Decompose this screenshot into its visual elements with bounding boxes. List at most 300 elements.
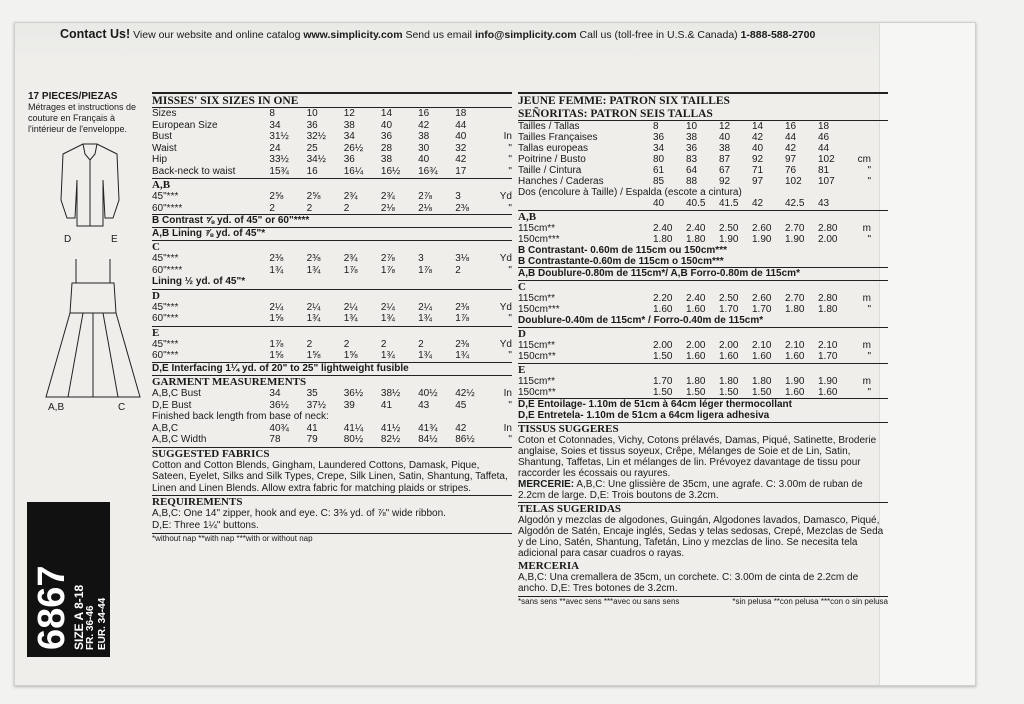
row-label: 45"*** bbox=[152, 301, 179, 313]
cell-value: 2.40 bbox=[686, 223, 706, 234]
cell-value: 42.5 bbox=[785, 198, 805, 209]
cell-value: 16½ bbox=[380, 165, 401, 177]
unit-label bbox=[492, 108, 512, 120]
view-d-label: D bbox=[64, 234, 72, 245]
cell-value: 34 bbox=[269, 119, 281, 131]
row-label: A,B,C bbox=[152, 422, 179, 434]
unit-label: Yd bbox=[499, 301, 512, 313]
cell-value: 35 bbox=[306, 388, 318, 399]
cell-value: 80 bbox=[653, 154, 665, 165]
cell-value: 1.90 bbox=[719, 234, 739, 245]
cell-value: 2¾ bbox=[343, 253, 358, 264]
cell-value: 1⅝ bbox=[343, 350, 358, 361]
cell-value: 1.70 bbox=[653, 376, 673, 387]
table-row bbox=[152, 350, 512, 362]
cell-value: 28 bbox=[380, 142, 393, 154]
cell-value: 42 bbox=[455, 422, 467, 434]
cell-value: 1.50 bbox=[686, 387, 706, 398]
cell-value: 1.70 bbox=[752, 304, 772, 315]
cell-value: 1¾ bbox=[418, 313, 432, 324]
cell-value: 1.60 bbox=[686, 304, 706, 315]
c-lining-line: Lining ½ yd. of 45"* bbox=[152, 276, 246, 287]
row-label: 60"**** bbox=[152, 202, 183, 214]
cell-value: 3⅛ bbox=[455, 253, 470, 264]
row-label: 60"*** bbox=[152, 350, 179, 361]
cell-value: 1.60 bbox=[719, 351, 739, 362]
cell-value: 36 bbox=[653, 132, 665, 143]
mercerie-label: MERCERIE: bbox=[518, 479, 575, 490]
row-label: European Size bbox=[152, 119, 218, 131]
cell-value: 2 bbox=[418, 338, 424, 350]
cell-value: 2.40 bbox=[653, 223, 673, 234]
table-row bbox=[152, 265, 512, 277]
table-row bbox=[152, 166, 512, 178]
unit-label: Yd bbox=[499, 338, 512, 350]
metric-ab-head: A,B bbox=[518, 211, 537, 223]
requirements-line-1: A,B,C: One 14" zipper, hook and eye. C: 3⅜ yd. of ⅞" wide ribbon. bbox=[152, 508, 446, 519]
row-label: Bust bbox=[152, 131, 173, 142]
unit-label: " bbox=[867, 176, 871, 187]
cell-value: 1⅞ bbox=[455, 313, 470, 324]
cell-value: 1¾ bbox=[380, 313, 395, 324]
ab-lining-line: A,B Lining ⅞ yd. of 45"* bbox=[152, 227, 512, 240]
cell-value: 41 bbox=[306, 422, 318, 434]
unit-label: " bbox=[508, 202, 512, 214]
row-label: Taille / Cintura bbox=[518, 165, 582, 176]
cell-value: 1⅝ bbox=[306, 350, 321, 361]
unit-label: " bbox=[508, 165, 512, 177]
metric-ab-table bbox=[518, 223, 888, 245]
cell-value: 2.10 bbox=[818, 340, 838, 351]
eur-size-range: EUR. 34-44 bbox=[97, 597, 108, 650]
table-row bbox=[518, 176, 888, 187]
cell-value: 42 bbox=[455, 154, 467, 165]
row-label: Back-neck to waist bbox=[152, 165, 236, 177]
row-label: Tailles / Tallas bbox=[518, 121, 580, 132]
view-ab-label: A,B bbox=[48, 402, 65, 413]
cell-value: 82½ bbox=[380, 434, 401, 445]
cell-value: 2¼ bbox=[269, 301, 284, 313]
cell-value: 25 bbox=[306, 142, 318, 154]
contact-text-email: Send us email bbox=[405, 29, 473, 41]
cell-value: 26½ bbox=[343, 142, 364, 154]
cell-value: 1.80 bbox=[653, 234, 673, 245]
cell-value: 2 bbox=[306, 202, 313, 214]
cell-value: 3 bbox=[455, 191, 461, 202]
cell-value: 46 bbox=[818, 132, 830, 143]
unit-label: " bbox=[508, 142, 512, 154]
email-link[interactable]: info@simplicity.com bbox=[474, 29, 577, 41]
unit-label: m bbox=[862, 376, 871, 387]
cell-value: 1.90 bbox=[818, 376, 838, 387]
row-label: 45"*** bbox=[152, 338, 179, 350]
table-row bbox=[518, 132, 888, 143]
row-label: A,B,C Bust bbox=[152, 388, 201, 399]
unit-label: " bbox=[867, 165, 871, 176]
cell-value: 2⅜ bbox=[269, 253, 284, 264]
cell-value: 2¼ bbox=[306, 301, 321, 313]
table-row bbox=[152, 108, 512, 120]
jeune-femme-header: JEUNE FEMME: PATRON SIX TAILLES bbox=[518, 92, 888, 107]
table-row bbox=[518, 223, 888, 234]
cell-value: 97 bbox=[785, 154, 797, 165]
cell-value: 2.70 bbox=[785, 223, 805, 234]
metric-e-head: E bbox=[518, 363, 888, 376]
row-label: 45"*** bbox=[152, 253, 179, 264]
tissus-head: TISSUS SUGGERES bbox=[518, 422, 888, 435]
cell-value: 36 bbox=[343, 154, 355, 165]
cell-value: 1.50 bbox=[719, 387, 739, 398]
row-label: 150cm*** bbox=[518, 304, 560, 315]
view-c-label: C bbox=[118, 402, 126, 413]
cell-value: 86½ bbox=[455, 434, 475, 445]
interfacing-line: D,E Interfacing 1¼ yd. of 20" to 25" lightweight fusible bbox=[152, 362, 512, 375]
cell-value: 1.50 bbox=[653, 351, 673, 362]
table-row bbox=[152, 191, 512, 203]
unit-label: " bbox=[508, 399, 512, 411]
row-label: Waist bbox=[152, 142, 177, 154]
cell-value: 2¼ bbox=[418, 301, 432, 313]
cell-value: 17 bbox=[455, 165, 467, 177]
cell-value: 1⅝ bbox=[269, 350, 284, 361]
cell-value: 14 bbox=[752, 121, 764, 132]
table-row bbox=[152, 203, 512, 215]
cell-value: 32½ bbox=[306, 131, 327, 142]
cell-value: 2¼ bbox=[380, 301, 395, 313]
cell-value: 14 bbox=[380, 108, 393, 119]
phone-number: 1-888-588-2700 bbox=[740, 29, 816, 41]
cell-value: 2⅞ bbox=[380, 253, 395, 264]
row-label: Tailles Françaises bbox=[518, 132, 598, 143]
garment-bust-table bbox=[152, 388, 512, 411]
unit-label: In bbox=[503, 131, 512, 142]
cell-value: 34 bbox=[653, 143, 665, 154]
cell-value: 92 bbox=[752, 154, 764, 165]
cell-value: 2 bbox=[269, 202, 275, 214]
cell-value: 1.80 bbox=[686, 234, 706, 245]
row-label: 150cm** bbox=[518, 351, 556, 362]
cell-value: 43 bbox=[818, 198, 830, 209]
unit-label: In bbox=[503, 388, 512, 399]
cell-value: 42 bbox=[785, 143, 797, 154]
cell-value: 102 bbox=[818, 154, 835, 165]
unit-label: m bbox=[862, 223, 871, 234]
pieces-note: Métrages et instructions de couture en Français à l'intérieur de l'enveloppe. bbox=[28, 102, 137, 134]
contact-line bbox=[60, 27, 815, 41]
table-row bbox=[518, 154, 888, 165]
cell-value: 88 bbox=[686, 176, 698, 187]
table-row bbox=[518, 143, 888, 154]
cell-value: 2.20 bbox=[653, 293, 673, 304]
cell-value: 38 bbox=[686, 132, 698, 143]
table-row bbox=[152, 120, 512, 132]
dos-values bbox=[518, 198, 888, 209]
cell-value: 42 bbox=[752, 132, 764, 143]
cell-value: 2 bbox=[343, 338, 350, 350]
finished-back-length: Finished back length from base of neck: bbox=[152, 411, 329, 422]
contact-text-website: View our website and online catalog bbox=[133, 29, 301, 41]
table-row bbox=[152, 339, 512, 351]
c-head: C bbox=[152, 240, 512, 253]
pattern-number: 6867 bbox=[31, 565, 73, 650]
cell-value: 2.70 bbox=[785, 293, 805, 304]
cell-value: 2⅝ bbox=[306, 191, 321, 202]
row-label: 115cm** bbox=[518, 376, 556, 387]
unit-label: " bbox=[867, 234, 871, 245]
table-row bbox=[152, 302, 512, 314]
unit-label: " bbox=[867, 351, 871, 362]
row-label: 150cm** bbox=[518, 387, 556, 398]
e-yardage-table bbox=[152, 339, 512, 362]
table-row bbox=[518, 340, 888, 351]
cell-value: 2¼ bbox=[343, 301, 358, 313]
cell-value: 2⅜ bbox=[455, 301, 470, 313]
table-row bbox=[152, 131, 512, 143]
misses-yardage-column bbox=[152, 92, 512, 544]
cell-value: 34 bbox=[269, 388, 281, 399]
row-label: Tallas europeas bbox=[518, 143, 589, 154]
french-spanish-column bbox=[518, 92, 888, 607]
table-row bbox=[152, 434, 512, 446]
contact-text-phone: Call us (toll-free in U.S.& Canada) bbox=[579, 29, 738, 41]
cell-value: 1.60 bbox=[686, 351, 706, 362]
table-row bbox=[518, 304, 888, 315]
cell-value: 1.60 bbox=[785, 351, 805, 362]
cell-value: 38 bbox=[719, 143, 731, 154]
cell-value: 1⅞ bbox=[418, 264, 432, 276]
table-row bbox=[152, 253, 512, 265]
garment-measurements-head: GARMENT MEASUREMENTS bbox=[152, 375, 512, 388]
suggested-fabrics-head: SUGGESTED FABRICS bbox=[152, 447, 512, 460]
jacket-sketch-icon bbox=[45, 140, 135, 240]
cell-value: 1.90 bbox=[785, 234, 805, 245]
table-row bbox=[518, 387, 888, 398]
cell-value: 1¾ bbox=[380, 350, 395, 361]
cell-value: 44 bbox=[785, 132, 797, 143]
cell-value: 2⅜ bbox=[306, 253, 321, 264]
row-label bbox=[518, 198, 653, 209]
unit-label: m bbox=[862, 293, 871, 304]
cell-value: 40 bbox=[719, 132, 731, 143]
metric-ab-section bbox=[518, 210, 888, 223]
ab-doublure-line: A,B Doublure-0.80m de 115cm*/ A,B Forro-0.80m de 115cm* bbox=[518, 267, 888, 279]
cell-value: 2.50 bbox=[719, 223, 739, 234]
cell-value: 3 bbox=[418, 253, 424, 264]
cell-value: 2.00 bbox=[653, 340, 673, 351]
cell-value: 67 bbox=[719, 165, 731, 176]
cell-value: 76 bbox=[785, 165, 797, 176]
pattern-number-badge bbox=[27, 502, 110, 657]
cell-value: 40 bbox=[455, 131, 467, 142]
metric-d-table bbox=[518, 340, 888, 362]
cell-value: 1.50 bbox=[752, 387, 772, 398]
cell-value: 42 bbox=[752, 198, 764, 209]
table-row bbox=[152, 313, 512, 325]
cell-value: 79 bbox=[306, 434, 318, 445]
cell-value: 80½ bbox=[343, 434, 364, 445]
table-row bbox=[152, 154, 512, 166]
cell-value: 16¼ bbox=[343, 165, 364, 177]
cell-value: 12 bbox=[719, 121, 731, 132]
cell-value: 2.50 bbox=[719, 293, 739, 304]
cell-value: 64 bbox=[686, 165, 698, 176]
cell-value: 2.00 bbox=[686, 340, 706, 351]
table-row bbox=[518, 121, 888, 132]
cell-value: 40½ bbox=[418, 388, 438, 399]
cell-value: 2⅜ bbox=[455, 338, 470, 350]
cell-value: 1¾ bbox=[306, 313, 321, 324]
cell-value: 87 bbox=[719, 154, 731, 165]
table-row bbox=[152, 400, 512, 412]
cell-value: 38 bbox=[418, 131, 430, 142]
mercerie-text: A,B,C: Une glissière de 35cm, une agrafe. C: 3.00m de ruban de 2.2cm de large. D,E: Trois boutons de 3.2cm. bbox=[518, 479, 863, 501]
cell-value: 42 bbox=[418, 119, 430, 131]
cell-value: 2.40 bbox=[686, 293, 706, 304]
cell-value: 43 bbox=[418, 399, 430, 411]
cell-value: 40 bbox=[418, 154, 430, 165]
unit-label: " bbox=[508, 264, 512, 276]
requirements-head: REQUIREMENTS bbox=[152, 495, 512, 508]
cell-value: 38½ bbox=[380, 388, 401, 399]
cell-value: 2 bbox=[380, 338, 387, 350]
row-label: A,B,C Width bbox=[152, 434, 207, 445]
size-range: SIZE A 8-18 bbox=[72, 584, 86, 650]
e-head: E bbox=[152, 326, 512, 339]
row-label: 60"*** bbox=[152, 313, 179, 324]
cell-value: 24 bbox=[269, 142, 281, 154]
ab-yardage-table bbox=[152, 191, 512, 214]
cell-value: 36 bbox=[380, 131, 393, 142]
unit-label: " bbox=[508, 350, 512, 361]
cell-value: 16 bbox=[785, 121, 797, 132]
table-row bbox=[518, 351, 888, 362]
cell-value: 15¾ bbox=[269, 165, 289, 177]
cell-value: 2 bbox=[455, 264, 461, 276]
cell-value: 2¾ bbox=[380, 191, 395, 202]
unit-label bbox=[851, 132, 871, 143]
unit-label: " bbox=[867, 304, 871, 315]
cell-value: 41¾ bbox=[418, 422, 438, 434]
merceria-text: A,B,C: Una cremallera de 35cm, un corchete. C: 3.00m de cinta de 2.2cm de ancho. D,E: Tres botones de 3.2cm. bbox=[518, 572, 859, 594]
b-contrastante-line: B Contrastante-0.60m de 115cm o 150cm*** bbox=[518, 256, 724, 267]
cell-value: 41.5 bbox=[719, 198, 739, 209]
cell-value: 40 bbox=[752, 143, 764, 154]
cell-value: 1.90 bbox=[752, 234, 772, 245]
cell-value: 36 bbox=[306, 119, 318, 131]
cell-value: 41½ bbox=[380, 422, 401, 434]
misses-header: MISSES' SIX SIZES IN ONE bbox=[152, 92, 512, 108]
row-label: Poitrine / Busto bbox=[518, 154, 586, 165]
cell-value: 84½ bbox=[418, 434, 438, 445]
cell-value: 30 bbox=[418, 142, 430, 154]
cell-value: 2.10 bbox=[785, 340, 805, 351]
fr-size-range: FR. 36-46 bbox=[85, 605, 96, 650]
ab-head: A,B bbox=[152, 178, 512, 191]
cell-value: 40¾ bbox=[269, 422, 289, 434]
left-column bbox=[28, 91, 146, 135]
row-label: 45"*** bbox=[152, 191, 179, 202]
cell-value: 97 bbox=[752, 176, 764, 187]
cell-value: 34 bbox=[343, 131, 355, 142]
cell-value: 44 bbox=[818, 143, 830, 154]
tissus-text: Coton et Cotonnades, Vichy, Cotons prélavés, Damas, Piqué, Satinette, Broderie anglaise, Soies et tissus soyeux, Crêpe, Mélanges de Soie et de Lin, Satin, Shantung, Taffetas, Lin et mélanges de lin. Prévoyez davantage de tissu pour raccorder les écossais ou rayures. bbox=[518, 435, 877, 479]
cell-value: 12 bbox=[343, 108, 355, 119]
cell-value: 38 bbox=[343, 119, 355, 131]
row-label: D,E Bust bbox=[152, 399, 192, 411]
entretela-line: D,E Entretela- 1.10m de 51cm a 64cm ligera adhesiva bbox=[518, 410, 770, 421]
metric-c-table bbox=[518, 293, 888, 315]
cell-value: 107 bbox=[818, 176, 835, 187]
cell-value: 2¾ bbox=[343, 191, 358, 202]
unit-label: cm bbox=[857, 154, 871, 165]
requirements-line-2: D,E: Three 1¼" buttons. bbox=[152, 519, 259, 531]
cell-value: 1¾ bbox=[269, 264, 284, 276]
cell-value: 36 bbox=[686, 143, 698, 154]
row-label: 115cm** bbox=[518, 223, 556, 234]
cell-value: 1.50 bbox=[653, 387, 673, 398]
cell-value: 2.60 bbox=[752, 223, 772, 234]
cell-value: 1⅞ bbox=[343, 264, 358, 276]
cell-value: 2.80 bbox=[818, 223, 838, 234]
cell-value: 2⅛ bbox=[380, 202, 395, 214]
cell-value: 2.60 bbox=[752, 293, 772, 304]
contact-title: Contact Us! bbox=[60, 27, 131, 41]
cell-value: 39 bbox=[343, 399, 355, 411]
cell-value: 31½ bbox=[269, 131, 289, 142]
unit-label: " bbox=[867, 387, 871, 398]
footnote-es: *sin pelusa **con pelusa ***con o sin pelusa bbox=[732, 597, 888, 606]
telas-text: Algodón y mezclas de algodones, Guingán, Algodones lavados, Damasco, Piqué, Algodón de Satén, Encaje inglés, Sedas y telas sedosas, Crepé, Mezclas de Seda y de Lino, Satén, Shantung, Tafetán, Lino y mezclas de lino. Se necesita tela adicional para casar cuadros o rayas. bbox=[518, 515, 884, 559]
dress-sketch-icon bbox=[38, 255, 148, 405]
table-row bbox=[152, 423, 512, 435]
unit-label: " bbox=[508, 434, 512, 445]
cell-value: 1¾ bbox=[306, 264, 321, 276]
table-row bbox=[518, 293, 888, 304]
cell-value: 36½ bbox=[269, 399, 289, 411]
cell-value: 2.10 bbox=[752, 340, 772, 351]
cell-value: 71 bbox=[752, 165, 764, 176]
misses-footnote: *without nap **with nap ***with or without nap bbox=[152, 533, 512, 544]
cell-value: 1⅝ bbox=[269, 313, 284, 324]
pieces-count: 17 PIECES/PIEZAS bbox=[28, 91, 118, 102]
cell-value: 2 bbox=[343, 202, 350, 214]
cell-value: 1.60 bbox=[752, 351, 772, 362]
cell-value: 16 bbox=[418, 108, 430, 119]
unit-label: " bbox=[508, 154, 512, 165]
cell-value: 41¼ bbox=[343, 422, 364, 434]
b-contrastant-line: B Contrastant- 0.60m de 115cm ou 150cm*** bbox=[518, 245, 727, 256]
cell-value: 18 bbox=[818, 121, 830, 132]
cell-value: 1⅞ bbox=[380, 264, 395, 276]
cell-value: 2⅛ bbox=[418, 202, 432, 214]
row-label: Hanches / Caderas bbox=[518, 176, 604, 187]
cell-value: 78 bbox=[269, 434, 281, 445]
cell-value: 2.80 bbox=[818, 293, 838, 304]
cell-value: 44 bbox=[455, 119, 467, 131]
cell-value: 1.80 bbox=[785, 304, 805, 315]
unit-label: " bbox=[508, 313, 512, 324]
cell-value: 1.80 bbox=[686, 376, 706, 387]
cell-value: 1¾ bbox=[418, 350, 432, 361]
misses-size-table bbox=[152, 108, 512, 177]
table-row bbox=[518, 376, 888, 387]
website-link[interactable]: www.simplicity.com bbox=[303, 29, 403, 41]
cell-value: 16¾ bbox=[418, 165, 438, 177]
cell-value: 1.60 bbox=[785, 387, 805, 398]
merceria-head: MERCERIA bbox=[518, 560, 580, 572]
dos-label: Dos (encolure à Taille) / Espalda (escote a cintura) bbox=[518, 187, 742, 198]
cell-value: 2⅞ bbox=[418, 191, 432, 202]
